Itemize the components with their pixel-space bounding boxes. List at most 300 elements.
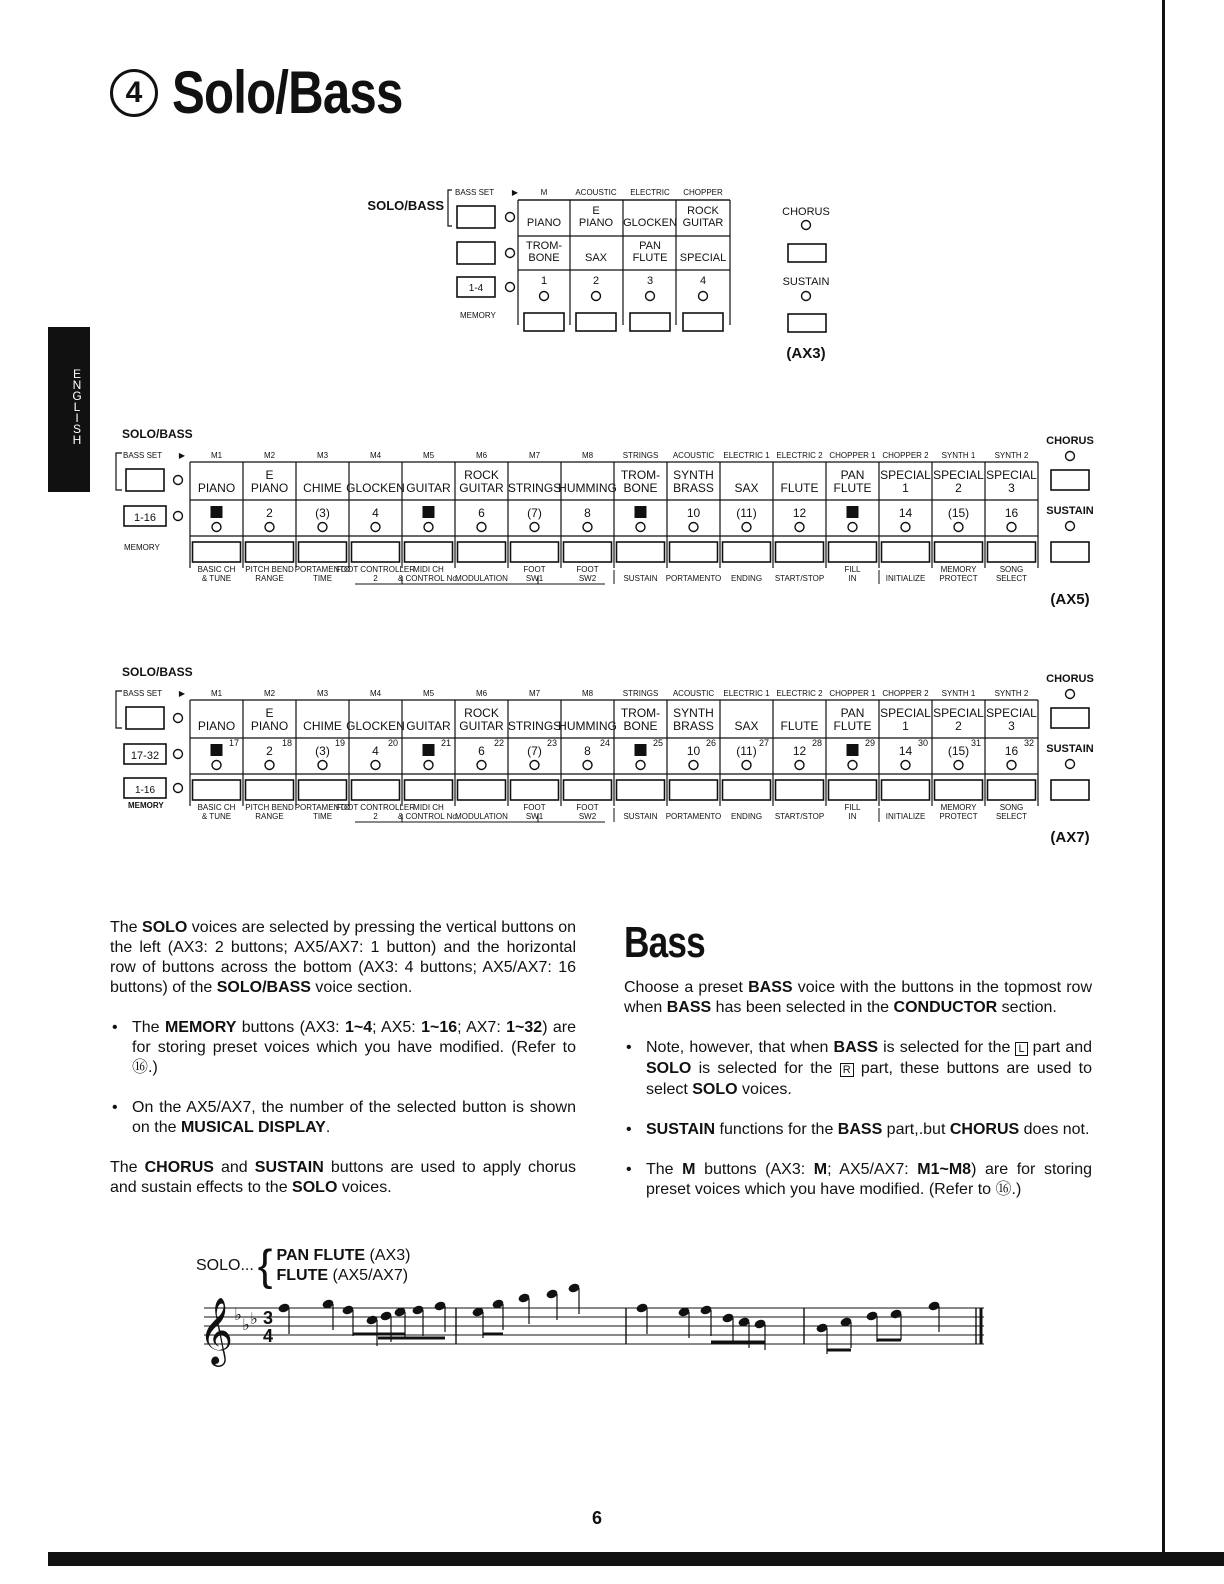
memory-number: 13 <box>846 746 859 757</box>
led-indicator <box>1066 522 1075 531</box>
sustain-label: SUSTAIN <box>1046 505 1094 517</box>
led-indicator <box>583 761 592 770</box>
led-indicator <box>1066 690 1075 699</box>
memory-number: 1 <box>213 746 220 757</box>
led-indicator <box>477 761 486 770</box>
function-label: ENDING <box>730 812 763 821</box>
led-indicator <box>174 476 183 485</box>
ax7-panel-diagram <box>100 658 1110 853</box>
function-label: SONG <box>999 565 1024 574</box>
bass-set-label: BASS SET <box>123 689 163 698</box>
page-title <box>110 58 453 127</box>
led-indicator <box>174 512 183 521</box>
function-label: ENDING <box>730 574 763 583</box>
function-label: 2 <box>373 574 378 583</box>
memory-bullet: • The MEMORY buttons (AX3: 1~4; AX5: 1~16; AX7: 1~32) are for storing preset voices which you have modified. (Refer to ⑯.) <box>110 1018 576 1078</box>
voice-name: FLUTE <box>780 481 819 495</box>
led-indicator <box>530 523 539 532</box>
led-indicator <box>699 292 708 301</box>
function-label: BASIC CH <box>197 565 236 574</box>
voice-name: SAX <box>734 481 759 495</box>
led-indicator <box>318 523 327 532</box>
voice-name: CHIME <box>303 719 342 733</box>
led-indicator <box>424 523 433 532</box>
voice-name: SYNTH <box>673 468 714 482</box>
time-signature-bottom: 4 <box>262 1326 274 1346</box>
function-label: PITCH BEND <box>245 803 294 812</box>
memory-number: (15) <box>947 506 970 520</box>
memory-label: MEMORY <box>460 311 496 320</box>
function-label: MODULATION <box>455 574 508 583</box>
column-header: CHOPPER <box>683 188 723 197</box>
voice-name: TROM- <box>525 240 563 252</box>
voice-select-button <box>126 707 164 729</box>
memory-button <box>576 313 616 331</box>
memory-button <box>564 542 612 562</box>
voice-name: BRASS <box>673 719 714 733</box>
voice-name: PAN <box>840 706 865 720</box>
sustain-label: SUSTAIN <box>1046 743 1094 755</box>
column-header: CHOPPER 1 <box>829 689 876 698</box>
memory-number: 14 <box>898 744 913 758</box>
memory-button <box>458 780 506 800</box>
voice-select-button <box>457 242 495 264</box>
column-header: M7 <box>528 689 541 698</box>
voice-name: TROM- <box>620 468 661 482</box>
sustain-bullet: • SUSTAIN functions for the BASS part,.but CHORUS does not. <box>624 1120 1092 1140</box>
upper-memory-number: 20 <box>387 738 398 748</box>
led-indicator <box>954 761 963 770</box>
voice-name: 3 <box>1008 481 1015 495</box>
function-label: PORTAMENTO <box>294 565 351 574</box>
voice-name: HUMMING <box>558 719 617 733</box>
flat-sign-icon: ♭ <box>242 1317 250 1334</box>
memory-button <box>299 780 347 800</box>
function-label: MIDI CH <box>413 565 444 574</box>
memory-button <box>193 780 241 800</box>
memory-button <box>829 780 877 800</box>
memory-button <box>723 542 771 562</box>
column-header: STRINGS <box>622 689 659 698</box>
voice-name: ROCK <box>464 706 499 720</box>
voice-name: E <box>265 468 274 482</box>
column-header: ACOUSTIC <box>575 188 617 197</box>
function-label: FOOT <box>523 565 546 574</box>
language-tab-letter: N <box>72 378 82 392</box>
led-indicator <box>636 523 645 532</box>
function-label: START/STOP <box>774 812 825 821</box>
function-label: TIME <box>312 574 333 583</box>
language-tab <box>48 327 90 492</box>
memory-number: 3 <box>646 275 654 287</box>
voice-name: 3 <box>1008 719 1015 733</box>
voice-name: FLUTE <box>780 719 819 733</box>
memory-number: 2 <box>266 506 273 520</box>
voice-name: FLUTE <box>833 719 872 733</box>
memory-button <box>776 542 824 562</box>
voice-name: E <box>592 205 600 217</box>
led-indicator <box>1007 761 1016 770</box>
chorus-label: CHORUS <box>1046 435 1094 447</box>
page-number: 6 <box>592 1508 603 1528</box>
led-indicator <box>583 523 592 532</box>
column-header: CHOPPER 2 <box>882 689 929 698</box>
solo-line-2: FLUTE (AX5/AX7) <box>276 1267 409 1284</box>
chorus-button <box>1051 470 1089 490</box>
function-label: IN <box>848 812 857 821</box>
led-indicator <box>795 761 804 770</box>
memory-button <box>405 542 453 562</box>
memory-number: (15) <box>947 744 970 758</box>
memory-button <box>882 780 930 800</box>
function-label: INITIALIZE <box>885 812 926 821</box>
led-indicator <box>1007 523 1016 532</box>
led-indicator <box>901 523 910 532</box>
voice-name: FLUTE <box>632 252 668 264</box>
voice-name: E <box>265 706 274 720</box>
language-tab-letter: S <box>72 422 81 436</box>
chorus-button <box>788 244 826 262</box>
function-label: PROTECT <box>939 574 978 583</box>
voice-name: SAX <box>584 252 608 264</box>
memory-number: (7) <box>527 506 542 520</box>
upper-memory-number: 29 <box>864 738 875 748</box>
voice-name: 2 <box>955 719 962 733</box>
led-indicator <box>212 523 221 532</box>
function-label: FILL <box>844 565 861 574</box>
column-header: ELECTRIC 1 <box>723 451 770 460</box>
memory-number: 9 <box>637 508 644 519</box>
upper-memory-number: 22 <box>493 738 504 748</box>
function-label: FOOT <box>523 803 546 812</box>
bass-intro-paragraph: Choose a preset BASS voice with the buttons in the topmost row when BASS has been selected in the CONDUCTOR section. <box>624 979 1092 1016</box>
led-indicator <box>506 213 515 222</box>
column-header: M1 <box>210 689 223 698</box>
range-label: 1-4 <box>468 283 484 294</box>
led-indicator <box>1066 760 1075 769</box>
memory-button <box>882 542 930 562</box>
function-label: & TUNE <box>201 812 232 821</box>
column-header: M4 <box>369 689 382 698</box>
function-label: FOOT CONTROLLER <box>336 565 415 574</box>
ax5-panel-diagram <box>100 420 1110 615</box>
memory-button <box>458 542 506 562</box>
memory-number: 10 <box>686 506 701 520</box>
upper-memory-number: 17 <box>228 738 239 748</box>
led-indicator <box>174 714 183 723</box>
chorus-button <box>1051 708 1089 728</box>
led-indicator <box>265 761 274 770</box>
column-header: CHOPPER 2 <box>882 451 929 460</box>
upper-memory-number: 31 <box>970 738 981 748</box>
function-label: FOOT CONTROLLER <box>336 803 415 812</box>
led-indicator <box>506 249 515 258</box>
memory-number: 9 <box>637 746 644 757</box>
memory-button <box>564 780 612 800</box>
led-indicator <box>592 292 601 301</box>
column-header: M7 <box>528 451 541 460</box>
voice-name: FLUTE <box>833 481 872 495</box>
right-margin-rule <box>1162 0 1165 1552</box>
function-label: PITCH BEND <box>245 565 294 574</box>
led-indicator <box>530 761 539 770</box>
memory-button <box>246 780 294 800</box>
memory-button <box>935 542 983 562</box>
function-label: SW1 <box>525 812 544 821</box>
memory-number: 8 <box>584 744 591 758</box>
column-header: M4 <box>369 451 382 460</box>
memory-number: 10 <box>686 744 701 758</box>
function-label: MIDI CH <box>413 803 444 812</box>
memory-number: 1 <box>213 508 220 519</box>
right-part-key-icon: R <box>840 1063 854 1077</box>
column-header: M6 <box>475 689 488 698</box>
voice-name: 1 <box>902 481 909 495</box>
panel-label: SOLO/BASS <box>122 665 193 679</box>
function-label: SELECT <box>995 574 1028 583</box>
brace-icon: { <box>257 1241 273 1290</box>
voice-name: SYNTH <box>673 706 714 720</box>
voice-name: GUITAR <box>459 719 504 733</box>
column-header: M6 <box>475 451 488 460</box>
voice-name: BONE <box>623 481 658 495</box>
memory-number: 1 <box>540 275 548 287</box>
memory-number: 2 <box>592 275 600 287</box>
column-header: M3 <box>316 689 329 698</box>
range-label: 1-16 <box>133 512 157 524</box>
column-header: ACOUSTIC <box>672 451 715 460</box>
memory-button <box>776 780 824 800</box>
column-header: ELECTRIC <box>630 188 670 197</box>
function-label: SUSTAIN <box>623 574 658 583</box>
function-label: FOOT <box>576 565 599 574</box>
led-indicator <box>506 283 515 292</box>
function-label: FILL <box>844 803 861 812</box>
led-indicator <box>742 761 751 770</box>
function-label: PORTAMENTO <box>665 812 722 821</box>
voice-name: SPECIAL <box>880 706 931 720</box>
voice-name: SPECIAL <box>986 468 1037 482</box>
column-header: M5 <box>422 451 435 460</box>
sustain-button <box>1051 780 1089 800</box>
led-indicator <box>901 761 910 770</box>
panel-label: SOLO/BASS <box>122 427 193 441</box>
function-label: SONG <box>999 803 1024 812</box>
column-header: M8 <box>581 689 594 698</box>
led-indicator <box>802 292 811 301</box>
memory-button <box>988 542 1036 562</box>
chorus-label: CHORUS <box>782 206 830 218</box>
function-label: PORTAMENTO <box>665 574 722 583</box>
voice-name: BONE <box>623 719 658 733</box>
voice-name: HUMMING <box>558 481 617 495</box>
voice-name: BONE <box>528 252 560 264</box>
model-label: (AX7) <box>1050 829 1090 846</box>
memory-button <box>246 542 294 562</box>
column-header: SYNTH 1 <box>941 689 976 698</box>
function-label: MEMORY <box>940 803 977 812</box>
voice-name: SPECIAL <box>679 252 727 264</box>
upper-memory-number: 19 <box>334 738 345 748</box>
bass-heading: Bass <box>624 918 705 967</box>
memory-number: 5 <box>425 508 432 519</box>
voice-name: GUITAR <box>682 217 724 229</box>
column-header: ELECTRIC 2 <box>776 451 823 460</box>
led-indicator <box>646 292 655 301</box>
treble-clef-icon: 𝄞 <box>198 1298 234 1363</box>
function-label: SUSTAIN <box>623 812 658 821</box>
bracket <box>116 691 122 728</box>
voice-select-button <box>126 469 164 491</box>
led-indicator <box>848 761 857 770</box>
memory-button <box>723 780 771 800</box>
function-label: SELECT <box>995 812 1028 821</box>
led-indicator <box>477 523 486 532</box>
column-header: M5 <box>422 689 435 698</box>
upper-memory-number: 25 <box>652 738 663 748</box>
function-label: TIME <box>312 812 333 821</box>
upper-memory-number: 28 <box>811 738 822 748</box>
led-indicator <box>424 761 433 770</box>
solo-label: SOLO... <box>196 1257 254 1274</box>
voice-select-button <box>457 206 495 228</box>
function-label: IN <box>848 574 857 583</box>
function-label: RANGE <box>255 812 284 821</box>
upper-memory-number: 27 <box>758 738 769 748</box>
voice-name: PAN <box>840 468 865 482</box>
column-header: SYNTH 2 <box>994 689 1029 698</box>
note-bullet: • Note, however, that when BASS is selected for the L part and SOLO is selected for the R part, these buttons are used to select SOLO voices. <box>624 1038 1092 1100</box>
voice-name: PIANO <box>578 217 614 229</box>
function-label: & CONTROL No. <box>397 574 460 583</box>
led-indicator <box>742 523 751 532</box>
memory-number: 4 <box>699 275 707 287</box>
memory-number: 6 <box>478 506 485 520</box>
led-indicator <box>636 761 645 770</box>
column-header: M8 <box>581 451 594 460</box>
sustain-button <box>1051 542 1089 562</box>
voice-name: SPECIAL <box>933 468 984 482</box>
function-label: BASIC CH <box>197 803 236 812</box>
voice-name: STRINGS <box>507 481 562 495</box>
led-indicator <box>1066 452 1075 461</box>
memory-button <box>405 780 453 800</box>
m-buttons-bullet: • The M buttons (AX3: M; AX5/AX7: M1~M8) are for storing preset voices which you have modified. (Refer to ⑯.) <box>624 1160 1092 1200</box>
language-tab-letter: G <box>72 389 82 403</box>
music-staff <box>196 1280 996 1370</box>
column-header: ACOUSTIC <box>672 689 715 698</box>
memory-number: 5 <box>425 746 432 757</box>
voice-name: STRINGS <box>507 719 562 733</box>
language-tab-letter: L <box>73 400 81 414</box>
function-label: SW1 <box>525 574 544 583</box>
sustain-label: SUSTAIN <box>782 276 830 288</box>
memory-number: 16 <box>1004 506 1019 520</box>
memory-number: 16 <box>1004 744 1019 758</box>
function-label: & CONTROL No. <box>397 812 460 821</box>
led-indicator <box>174 784 183 793</box>
voice-name: 1 <box>902 719 909 733</box>
memory-button <box>670 780 718 800</box>
bottom-margin-rule <box>48 1552 1224 1566</box>
memory-number: (3) <box>315 506 330 520</box>
arrow-icon: ▶ <box>511 188 519 197</box>
voice-name: GLOCKEN <box>346 481 405 495</box>
memory-button <box>630 313 670 331</box>
solo-intro-paragraph: The SOLO voices are selected by pressing the vertical buttons on the left (AX3: 2 buttons; AX5/AX7: 1 button) and the horizontal row of buttons across the bottom (AX3: 4 buttons; AX5/AX7: 16 buttons) of the SOLO/BASS voice section. <box>110 919 577 996</box>
voice-name: BRASS <box>673 481 714 495</box>
chorus-sustain-paragraph: The CHORUS and SUSTAIN buttons are used to apply chorus and sustain effects to the SOLO voices. <box>110 1159 577 1196</box>
column-header: STRINGS <box>622 451 659 460</box>
display-bullet: • On the AX5/AX7, the number of the selected button is shown on the MUSICAL DISPLAY. <box>110 1098 576 1138</box>
voice-name: CHIME <box>303 481 342 495</box>
flat-sign-icon: ♭ <box>234 1307 242 1324</box>
chorus-label: CHORUS <box>1046 673 1094 685</box>
voice-name: SPECIAL <box>986 706 1037 720</box>
column-header: SYNTH 1 <box>941 451 976 460</box>
function-label: FOOT <box>576 803 599 812</box>
column-header: M2 <box>263 451 276 460</box>
ax3-panel-diagram <box>360 180 850 365</box>
function-label: RANGE <box>255 574 284 583</box>
time-signature-top: 3 <box>262 1308 274 1328</box>
memory-number: 6 <box>478 744 485 758</box>
column-header: M1 <box>210 451 223 460</box>
led-indicator <box>318 761 327 770</box>
column-header: CHOPPER 1 <box>829 451 876 460</box>
memory-button <box>524 313 564 331</box>
bass-description <box>624 978 1092 1220</box>
bass-set-label: BASS SET <box>123 451 163 460</box>
function-label: START/STOP <box>774 574 825 583</box>
memory-button <box>617 780 665 800</box>
voice-name: GUITAR <box>459 481 504 495</box>
memory-button <box>935 780 983 800</box>
memory-button <box>352 780 400 800</box>
section-number: 4 <box>110 69 158 117</box>
memory-number: 14 <box>898 506 913 520</box>
led-indicator <box>265 523 274 532</box>
upper-memory-number: 21 <box>440 738 451 748</box>
column-header: M <box>540 188 548 197</box>
voice-name: 2 <box>955 481 962 495</box>
bass-set-label: BASS SET <box>455 188 495 197</box>
memory-number: 4 <box>372 506 379 520</box>
led-indicator <box>802 221 811 230</box>
memory-number: (11) <box>736 744 757 758</box>
led-indicator <box>371 761 380 770</box>
left-part-key-icon: L <box>1015 1042 1027 1056</box>
function-label: MEMORY <box>940 565 977 574</box>
voice-name: GUITAR <box>406 719 451 733</box>
model-label: (AX5) <box>1050 591 1090 608</box>
memory-button <box>193 542 241 562</box>
section-title: Solo/Bass <box>172 59 403 126</box>
column-header: SYNTH 2 <box>994 451 1029 460</box>
memory-button <box>683 313 723 331</box>
model-label: (AX3) <box>786 345 826 362</box>
voice-name: ROCK <box>687 205 719 217</box>
upper-memory-number: 32 <box>1023 738 1034 748</box>
solo-description <box>110 918 576 1218</box>
memory-button <box>670 542 718 562</box>
bracket <box>448 190 452 226</box>
range-label: 1-16 <box>134 785 156 796</box>
upper-memory-number: 18 <box>281 738 292 748</box>
voice-name: PIANO <box>197 481 236 495</box>
panel-label: SOLO/BASS <box>367 198 444 213</box>
voice-name: PIANO <box>526 217 562 229</box>
